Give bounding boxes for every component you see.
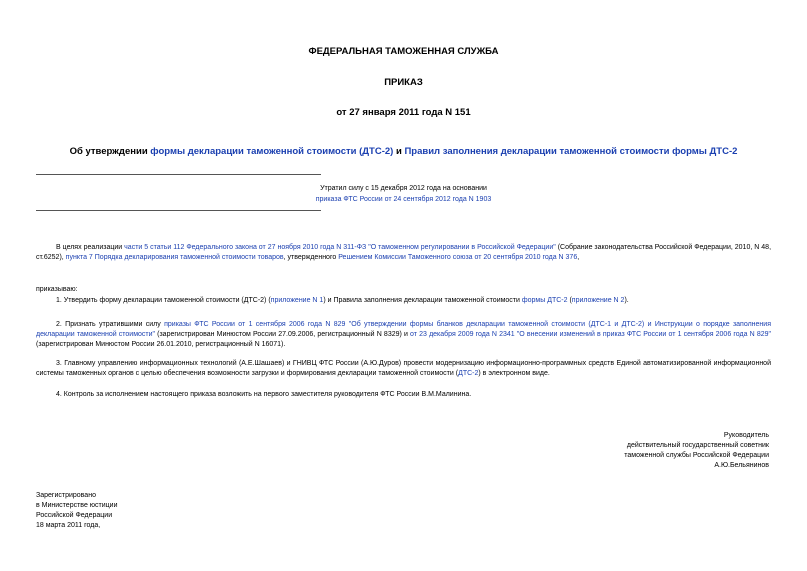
order-item-1: [36, 296, 771, 306]
title-prefix: Об утверждении: [69, 146, 151, 157]
preamble-text-4: ,: [577, 254, 580, 261]
item2-text-3: (зарегистрирован Минюстом России 26.01.2010, регистрационный N 16071).: [36, 341, 286, 348]
item1-link-form[interactable]: формы ДТС-2: [521, 297, 568, 304]
order-item-3: [36, 359, 771, 379]
order-item-4: 4. Контроль за исполнением настоящего приказа возложить на первого заместителя руководителя ФТС России В.М.Малинина.: [56, 391, 472, 398]
item1-text-2: ) и Правила заполнения декларации таможенной стоимости: [323, 297, 522, 304]
item2-link-order-829[interactable]: приказы ФТС России от 1 сентября 2006 года N 829 "Об утверждении формы бланков декларации таможенной стоимости (ДТС-1 и ДТС-2) и Инструкции о порядке заполнения декларации таможенной стоимости": [36, 321, 771, 338]
status-note-link[interactable]: приказа ФТС России от 24 сентября 2012 года N 1903: [315, 196, 492, 203]
preamble-link-decision[interactable]: Решением Комиссии Таможенного союза от 20 сентября 2010 года N 376: [338, 254, 578, 261]
registration-line-1: Зарегистрировано: [36, 492, 96, 499]
item1-text-1: 1. Утвердить форму декларации таможенной стоимости (ДТС-2) (: [56, 297, 271, 304]
document-type: ПРИКАЗ: [384, 77, 423, 88]
preamble-text-1: В целях реализации: [56, 244, 125, 251]
registration-line-4: 18 марта 2011 года,: [36, 522, 101, 529]
title-link-form[interactable]: формы декларации таможенной стоимости (ДТС-2): [150, 146, 394, 157]
signature-line-4: А.Ю.Бельянинов: [714, 462, 769, 469]
item3-text-2: ) в электронном виде.: [478, 370, 550, 377]
item1-link-appendix-1[interactable]: приложение N 1: [270, 297, 324, 304]
order-item-2: [36, 320, 771, 350]
status-note-text: Утратил силу с 15 декабря 2012 года на основании: [320, 185, 487, 192]
registration-line-2: в Министерстве юстиции: [36, 502, 118, 509]
preamble-text-2: (Собрание законодательства Российской Федерации, 2010, N 48, ст.6252),: [36, 244, 772, 261]
order-word: приказываю:: [36, 286, 78, 293]
registration-block: [36, 491, 117, 531]
agency-title: ФЕДЕРАЛЬНАЯ ТАМОЖЕННАЯ СЛУЖБА: [308, 46, 499, 57]
preamble-text-3: , утвержденного: [283, 254, 339, 261]
item2-text-2: (зарегистрирован Минюстом России 27.09.2006, регистрационный N 8329) и: [155, 331, 411, 338]
signature-block: [549, 431, 769, 471]
signature-line-3: таможенной службы Российской Федерации: [624, 452, 769, 459]
item1-text-3: (: [567, 297, 572, 304]
item1-link-appendix-2[interactable]: приложение N 2: [571, 297, 625, 304]
item2-link-order-2341[interactable]: от 23 декабря 2009 года N 2341 "О внесении изменений в приказ ФТС России от 1 сентября 2006 года N 829": [410, 331, 771, 338]
preamble-link-procedure[interactable]: пункта 7 Порядка декларирования таможенной стоимости товаров: [65, 254, 284, 261]
title-link-rules[interactable]: Правил заполнения декларации таможенной стоимости формы ДТС-2: [404, 146, 738, 157]
signature-line-2: действительный государственный советник: [626, 442, 769, 449]
document-date-number: от 27 января 2011 года N 151: [336, 107, 471, 118]
item2-text-1: 2. Признать утратившими силу: [56, 321, 165, 328]
item1-text-4: ).: [624, 297, 629, 304]
registration-line-3: Российской Федерации: [36, 512, 113, 519]
title-mid: и: [393, 146, 405, 157]
status-note-line: [0, 196, 807, 203]
preamble-link-law[interactable]: части 5 статьи 112 Федерального закона от 27 ноября 2010 года N 311-ФЗ "О таможенном регулировании в Российской Федерации": [124, 244, 556, 251]
document-title: [0, 146, 807, 157]
divider-top: [36, 174, 321, 175]
preamble-paragraph: [36, 243, 771, 263]
item3-link-dts2[interactable]: ДТС-2: [458, 370, 479, 377]
divider-bottom: [36, 210, 321, 211]
item3-text-1: 3. Главному управлению информационных технологий (А.Е.Шашаев) и ГНИВЦ ФТС России (А.Ю.Дуров) провести модернизацию информационно-программных средств Единой автоматизированной информационной системы таможенных органов с целью обеспечения возможности загрузки и формирования декларации таможенной стоимости (: [36, 360, 771, 377]
signature-line-1: Руководитель: [723, 432, 769, 439]
